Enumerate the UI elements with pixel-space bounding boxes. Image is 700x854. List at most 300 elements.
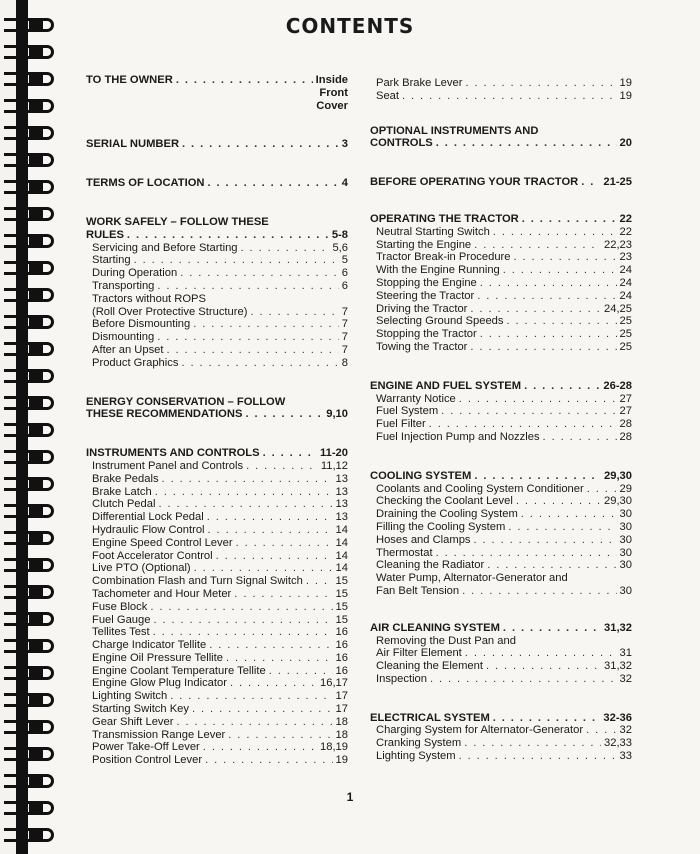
leader-dots xyxy=(208,177,339,190)
work-safely-list xyxy=(86,242,348,370)
toc-entry-page: 31,32 xyxy=(604,621,632,634)
toc-entry[interactable] xyxy=(370,341,632,354)
toc-entry[interactable] xyxy=(86,575,348,588)
toc-entry-label: Stopping the Engine xyxy=(376,276,477,289)
toc-entry-dust-pan[interactable] xyxy=(370,647,632,660)
toc-entry[interactable] xyxy=(370,750,632,763)
leader-dots xyxy=(180,267,339,280)
toc-entry-page: 16 xyxy=(335,639,348,652)
leader-dots xyxy=(167,344,339,357)
leader-dots xyxy=(459,393,617,406)
section-heading-energy: ENERGY CONSERVATION – FOLLOW xyxy=(86,395,286,408)
toc-entry[interactable] xyxy=(370,547,632,560)
toc-entry-label: Checking the Coolant Level xyxy=(376,495,513,508)
toc-entry[interactable] xyxy=(370,660,632,673)
toc-entry[interactable] xyxy=(86,498,348,511)
toc-entry-label: Park Brake Lever xyxy=(376,77,463,89)
engine-fuel-list xyxy=(370,393,632,444)
leader-dots xyxy=(477,290,616,303)
toc-entry-label: Engine Oil Pressure Tellite xyxy=(92,651,223,664)
toc-entry-label: Towing the Tractor xyxy=(376,340,468,353)
toc-entry[interactable] xyxy=(86,460,348,473)
toc-entry-page: 16 xyxy=(335,626,348,639)
toc-entry[interactable] xyxy=(86,677,348,690)
toc-entry[interactable] xyxy=(370,724,632,737)
leader-dots xyxy=(216,550,333,563)
toc-entry[interactable] xyxy=(86,357,348,370)
toc-entry-page: 3 xyxy=(341,138,348,151)
toc-entry-label: Fan Belt Tension xyxy=(376,584,460,597)
toc-entry-page: 27 xyxy=(619,405,632,418)
leader-dots xyxy=(470,303,601,316)
toc-entry-label: INSTRUMENTS AND CONTROLS xyxy=(86,447,260,460)
toc-entry[interactable] xyxy=(86,588,348,601)
leader-dots xyxy=(306,575,333,588)
leader-dots xyxy=(170,690,332,703)
toc-entry-label: Selecting Ground Speeds xyxy=(376,315,504,328)
toc-entry-label: Charge Indicator Tellite xyxy=(92,639,207,652)
leader-dots xyxy=(430,673,617,686)
leader-dots xyxy=(246,460,318,473)
leader-dots xyxy=(521,508,617,521)
toc-entry-page: 24,25 xyxy=(604,302,632,315)
leader-dots xyxy=(127,229,329,242)
toc-entry-page-cont: Cover xyxy=(316,99,348,112)
toc-entry-label: COOLING SYSTEM xyxy=(370,469,472,482)
toc-entry-label: Hoses and Clamps xyxy=(376,533,471,546)
toc-entry-page: 31 xyxy=(619,647,632,660)
page-number: 1 xyxy=(346,790,354,804)
toc-entry-label: Inspection xyxy=(376,672,427,685)
toc-entry-label: AIR CLEANING SYSTEM xyxy=(370,621,500,634)
toc-entry-label: Fuel Filter xyxy=(376,418,426,431)
leader-dots xyxy=(543,431,617,444)
leader-dots xyxy=(474,534,617,547)
toc-entry-energy[interactable] xyxy=(86,408,348,421)
leader-dots xyxy=(587,483,617,496)
toc-entry-page: 27 xyxy=(619,392,632,405)
toc-entry[interactable] xyxy=(370,290,632,303)
toc-entry-rules[interactable] xyxy=(86,229,348,242)
leader-dots xyxy=(470,341,616,354)
toc-entry-page: 30 xyxy=(619,508,632,521)
toc-entry[interactable] xyxy=(86,524,348,537)
toc-entry-page: 5-8 xyxy=(331,228,348,241)
toc-entry-page: 11-20 xyxy=(320,447,348,460)
leader-dots xyxy=(162,473,333,486)
toc-entry-page: 14 xyxy=(335,523,348,536)
toc-entry[interactable] xyxy=(370,495,632,508)
toc-entry-label: Live PTO (Optional) xyxy=(92,562,191,575)
toc-entry-page: 15 xyxy=(335,613,348,626)
toc-entry-label: Lighting Switch xyxy=(92,690,168,703)
leader-dots xyxy=(493,712,601,725)
toc-entry-terms[interactable] xyxy=(86,177,348,190)
leader-dots xyxy=(507,315,617,328)
toc-entry-page: 32 xyxy=(619,672,632,685)
section-heading-work-safely: WORK SAFELY – FOLLOW THESE xyxy=(86,215,269,228)
toc-entry-page: 16 xyxy=(335,664,348,677)
toc-entry[interactable] xyxy=(370,534,632,547)
leader-dots xyxy=(236,537,333,550)
leader-dots xyxy=(150,601,332,614)
toc-entry-page: 7 xyxy=(341,331,348,344)
toc-entry[interactable] xyxy=(86,318,348,331)
toc-left-column xyxy=(86,74,348,767)
section-heading-optional: OPTIONAL INSTRUMENTS AND xyxy=(370,124,539,137)
toc-entry-label: Dismounting xyxy=(92,331,155,344)
toc-entry-page: 13 xyxy=(335,498,348,511)
toc-entry-label: Cleaning the Radiator xyxy=(376,559,485,572)
toc-entry-label: Filling the Cooling System xyxy=(376,520,506,533)
toc-entry-page: 18,19 xyxy=(320,741,348,754)
toc-entry[interactable] xyxy=(86,280,348,293)
toc-entry-label: Position Control Lever xyxy=(92,754,203,767)
toc-entry-page: 11,12 xyxy=(320,459,348,472)
toc-entry-label: Starting the Engine xyxy=(376,238,472,251)
leader-dots xyxy=(522,213,617,226)
leader-dots xyxy=(493,226,617,239)
toc-entry-page-cont: Front xyxy=(319,86,348,99)
toc-entry-page: 33 xyxy=(619,750,632,763)
toc-entry-label: Thermostat xyxy=(376,546,433,559)
toc-entry-page: 31,32 xyxy=(604,660,632,673)
section-heading-electrical[interactable] xyxy=(370,712,632,725)
toc-entry-label: Engine Speed Control Lever xyxy=(92,536,233,549)
toc-entry-label: CONTROLS xyxy=(370,137,433,150)
toc-entry-label: Transporting xyxy=(92,279,155,292)
leader-dots xyxy=(269,665,333,678)
leader-dots xyxy=(465,647,617,660)
toc-entry[interactable] xyxy=(370,483,632,496)
toc-entry-page: 32-36 xyxy=(603,711,632,724)
toc-entry-label: Air Filter Element xyxy=(376,647,462,660)
toc-entry[interactable] xyxy=(370,559,632,572)
leader-dots xyxy=(474,239,601,252)
toc-entry-page: 25 xyxy=(619,340,632,353)
toc-entry[interactable] xyxy=(86,344,348,357)
section-heading-operating[interactable] xyxy=(370,213,632,226)
toc-entry-page: 30 xyxy=(619,546,632,559)
toc-entry[interactable] xyxy=(86,601,348,614)
toc-entry[interactable] xyxy=(370,277,632,290)
toc-entry-owner[interactable] xyxy=(86,74,348,87)
toc-entry[interactable] xyxy=(370,393,632,406)
toc-entry-label-line: Water Pump, Alternator-Generator and xyxy=(376,572,568,585)
toc-entry[interactable] xyxy=(370,328,632,341)
leader-dots xyxy=(157,331,339,344)
toc-entry-optional[interactable] xyxy=(370,137,632,150)
section-heading-air[interactable] xyxy=(370,622,632,635)
toc-entry-label: Brake Pedals xyxy=(92,472,159,485)
toc-entry[interactable] xyxy=(86,639,348,652)
leader-dots xyxy=(182,138,339,151)
toc-entry-label: Stopping the Tractor xyxy=(376,328,477,341)
toc-entry-label: TO THE OWNER xyxy=(86,74,173,86)
toc-entry-label: (Roll Over Protective Structure) xyxy=(92,305,248,318)
toc-entry-label: Servicing and Before Starting xyxy=(92,241,238,254)
toc-entry[interactable] xyxy=(86,690,348,703)
leader-dots xyxy=(524,380,600,393)
toc-entry[interactable] xyxy=(370,303,632,316)
toc-entry-label: Gear Shift Lever xyxy=(92,715,174,728)
toc-entry-label: TERMS OF LOCATION xyxy=(86,177,205,190)
toc-entry-label: ELECTRICAL SYSTEM xyxy=(370,711,490,724)
toc-entry-label: Brake Latch xyxy=(92,485,152,498)
leader-dots xyxy=(234,588,332,601)
toc-entry-page: 7 xyxy=(341,318,348,331)
toc-entry[interactable] xyxy=(370,418,632,431)
toc-entry-page: 24 xyxy=(619,276,632,289)
leader-dots xyxy=(209,639,332,652)
toc-entry[interactable] xyxy=(370,77,632,90)
toc-entry-page: 7 xyxy=(341,343,348,356)
toc-entry-label: Engine Glow Plug Indicator xyxy=(92,677,227,690)
toc-entry[interactable] xyxy=(370,226,632,239)
toc-entry-label: Fuel Injection Pump and Nozzles xyxy=(376,430,540,443)
toc-entry-page: 18 xyxy=(335,728,348,741)
leader-dots xyxy=(480,277,617,290)
toc-entry[interactable] xyxy=(370,508,632,521)
toc-entry-page: 22 xyxy=(619,225,632,238)
leader-dots xyxy=(134,254,339,267)
leader-dots xyxy=(487,559,616,572)
toc-entry[interactable] xyxy=(370,264,632,277)
toc-entry-page: 18 xyxy=(335,715,348,728)
leader-dots xyxy=(181,357,338,370)
toc-entry-label: Clutch Pedal xyxy=(92,498,156,511)
toc-entry-page: 16 xyxy=(335,651,348,664)
leader-dots xyxy=(429,418,617,431)
leader-dots xyxy=(464,737,601,750)
leader-dots xyxy=(586,724,616,737)
toc-entry[interactable] xyxy=(370,737,632,750)
toc-entry[interactable] xyxy=(86,626,348,639)
toc-entry-page: 30 xyxy=(619,584,632,597)
leader-dots xyxy=(176,74,313,87)
toc-entry[interactable] xyxy=(370,315,632,328)
toc-entry-page: 6 xyxy=(341,267,348,280)
toc-entry[interactable] xyxy=(86,754,348,767)
leader-dots xyxy=(503,622,601,635)
toc-entry[interactable] xyxy=(86,614,348,627)
leader-dots xyxy=(176,716,332,729)
toc-entry[interactable] xyxy=(370,405,632,418)
toc-entry[interactable] xyxy=(370,90,632,103)
toc-right-column xyxy=(370,77,632,763)
leader-dots xyxy=(230,677,317,690)
section-heading-cooling[interactable] xyxy=(370,470,632,483)
leader-dots xyxy=(153,614,332,627)
toc-entry-label: During Operation xyxy=(92,267,178,280)
leader-dots xyxy=(436,137,617,150)
leader-dots xyxy=(581,176,600,189)
toc-entry-label: Tractor Break-in Procedure xyxy=(376,251,511,264)
toc-entry-page: 25 xyxy=(619,328,632,341)
toc-entry-page: 14 xyxy=(335,536,348,549)
toc-entry-page: 30 xyxy=(619,520,632,533)
toc-entry-page: 22,23 xyxy=(604,238,632,251)
toc-entry-label: Fuel System xyxy=(376,405,439,418)
toc-entry-page: 16,17 xyxy=(320,677,348,690)
leader-dots xyxy=(155,486,333,499)
toc-entry-label: Differential Lock Pedal xyxy=(92,511,204,524)
toc-entry-page: 15 xyxy=(335,575,348,588)
section-heading-instruments[interactable] xyxy=(86,447,348,460)
toc-entry[interactable] xyxy=(86,267,348,280)
toc-entry-label: BEFORE OPERATING YOUR TRACTOR xyxy=(370,176,579,189)
toc-entry-page: 13 xyxy=(335,485,348,498)
toc-entry-page: 22 xyxy=(619,212,632,225)
toc-entry[interactable] xyxy=(86,550,348,563)
leader-dots xyxy=(207,511,333,524)
toc-entry-label: Cleaning the Element xyxy=(376,660,483,673)
toc-entry-label-line: Removing the Dust Pan and xyxy=(376,634,516,647)
toc-entry-label: Hydraulic Flow Control xyxy=(92,523,205,536)
toc-entry-label: Product Graphics xyxy=(92,356,179,369)
leader-dots xyxy=(193,318,339,331)
leader-dots xyxy=(203,741,317,754)
toc-entry-label: After an Upset xyxy=(92,343,164,356)
toc-entry-page: 17 xyxy=(335,690,348,703)
operating-list xyxy=(370,226,632,354)
leader-dots xyxy=(436,547,617,560)
toc-entry-serial[interactable] xyxy=(86,138,348,151)
section-heading-engine-fuel[interactable] xyxy=(370,380,632,393)
leader-dots xyxy=(465,77,616,90)
toc-entry-label: Coolants and Cooling System Conditioner xyxy=(376,482,584,495)
toc-entry-label: Steering the Tractor xyxy=(376,289,475,302)
leader-dots xyxy=(192,703,333,716)
toc-entry-page: 5 xyxy=(341,254,348,267)
toc-entry-label: Charging System for Alternator-Generator xyxy=(376,724,584,737)
toc-entry-label: Combination Flash and Turn Signal Switch xyxy=(92,575,303,588)
toc-entry-page: 23 xyxy=(619,251,632,264)
toc-entry-page: 21-25 xyxy=(603,176,632,189)
leader-dots xyxy=(441,405,616,418)
leader-dots xyxy=(158,498,332,511)
toc-entry-label: Fuse Block xyxy=(92,600,148,613)
toc-entry[interactable] xyxy=(86,729,348,742)
toc-entry-water-pump[interactable] xyxy=(370,585,632,598)
toc-entry-label: Starting xyxy=(92,254,131,267)
toc-entry-page: 14 xyxy=(335,562,348,575)
toc-entry[interactable] xyxy=(370,673,632,686)
toc-entry-page: 9,10 xyxy=(326,408,348,421)
toc-entry-label: Neutral Starting Switch xyxy=(376,225,490,238)
leader-dots xyxy=(480,328,617,341)
toc-entry-label: Fuel Gauge xyxy=(92,613,151,626)
toc-entry-page: 26-28 xyxy=(603,379,632,392)
toc-entry-page: 32,33 xyxy=(604,737,632,750)
toc-entry-page: 32 xyxy=(619,724,632,737)
toc-entry[interactable] xyxy=(370,239,632,252)
toc-entry-label: Draining the Cooling System xyxy=(376,508,518,521)
leader-dots xyxy=(157,280,338,293)
toc-entry-page: 6 xyxy=(341,279,348,292)
toc-entry-page: 15 xyxy=(335,587,348,600)
electrical-list xyxy=(370,724,632,762)
toc-entry-page: 17 xyxy=(335,703,348,716)
toc-entry[interactable] xyxy=(86,562,348,575)
leader-dots xyxy=(462,585,616,598)
leader-dots xyxy=(459,750,617,763)
leader-dots xyxy=(486,660,601,673)
toc-entry-page: 29 xyxy=(619,482,632,495)
toc-entry-page: 7 xyxy=(341,305,348,318)
toc-entry-label: ENGINE AND FUEL SYSTEM xyxy=(370,379,522,392)
toc-entry[interactable] xyxy=(86,537,348,550)
toc-entry-page: 30 xyxy=(619,559,632,572)
toc-entry-page: 13 xyxy=(335,511,348,524)
leader-dots xyxy=(194,562,333,575)
toc-entry-page: 24 xyxy=(619,264,632,277)
toc-entry[interactable] xyxy=(86,703,348,716)
toc-entry-label: Warranty Notice xyxy=(376,392,456,405)
toc-entry-page: 5,6 xyxy=(332,241,348,254)
toc-entry[interactable] xyxy=(86,473,348,486)
toc-entry-page: 29,30 xyxy=(604,495,632,508)
toc-entry[interactable] xyxy=(370,431,632,444)
leader-dots xyxy=(514,251,617,264)
toc-entry[interactable] xyxy=(86,511,348,524)
toc-entry[interactable] xyxy=(86,741,348,754)
leader-dots xyxy=(241,242,330,255)
toc-entry[interactable] xyxy=(370,521,632,534)
toc-entry-label: Lighting System xyxy=(376,750,456,763)
toc-entry-before-operating[interactable] xyxy=(370,176,632,189)
toc-entry[interactable] xyxy=(86,242,348,255)
toc-entry-page: 28 xyxy=(619,430,632,443)
toc-entry-label: With the Engine Running xyxy=(376,264,500,277)
toc-entry[interactable] xyxy=(86,254,348,267)
page-title: CONTENTS xyxy=(285,14,415,38)
leader-dots xyxy=(508,521,616,534)
toc-entry[interactable] xyxy=(86,716,348,729)
toc-entry[interactable] xyxy=(86,331,348,344)
toc-entry-page: 19 xyxy=(335,754,348,767)
toc-entry-page: 24 xyxy=(619,289,632,302)
toc-entry-label: Instrument Panel and Controls xyxy=(92,459,244,472)
toc-entry[interactable] xyxy=(86,665,348,678)
toc-entry-label: RULES xyxy=(86,228,124,241)
toc-entry-label: Starting Switch Key xyxy=(92,703,190,716)
toc-entry[interactable] xyxy=(86,486,348,499)
toc-entry[interactable] xyxy=(86,652,348,665)
toc-entry-rops[interactable] xyxy=(86,306,348,319)
toc-entry-page: 20 xyxy=(619,137,632,150)
toc-entry-page: 30 xyxy=(619,533,632,546)
toc-entry-label: THESE RECOMMENDATIONS xyxy=(86,408,243,421)
toc-entry-page: 28 xyxy=(619,418,632,431)
toc-entry-page: 14 xyxy=(335,549,348,562)
toc-entry-page: 15 xyxy=(335,600,348,613)
air-cleaning-list xyxy=(370,660,632,686)
leader-dots xyxy=(503,264,617,277)
toc-entry-label: Tellites Test xyxy=(92,626,150,639)
toc-entry-page: 4 xyxy=(341,177,348,190)
leader-dots xyxy=(228,729,332,742)
leader-dots xyxy=(226,652,333,665)
toc-entry-label: Transmission Range Lever xyxy=(92,728,226,741)
toc-entry[interactable] xyxy=(370,251,632,264)
leader-dots xyxy=(263,447,317,460)
leader-dots xyxy=(474,470,601,483)
leader-dots xyxy=(516,495,601,508)
toc-entry-page: 29,30 xyxy=(604,469,632,482)
toc-entry-label: Engine Coolant Temperature Tellite xyxy=(92,664,266,677)
toc-entry-label-line: Tractors without ROPS xyxy=(92,292,206,305)
